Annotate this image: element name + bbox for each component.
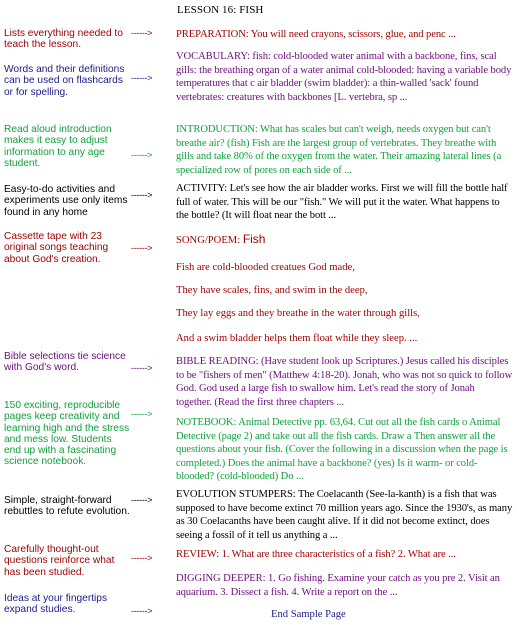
arrow-evolution: ------>	[131, 495, 153, 505]
note-introduction: Read aloud introduction makes it easy to adjust information to any age student.	[4, 124, 112, 169]
section-vocabulary: VOCABULARY: fish: cold-blooded water animal with a backbone, fins, scal gills: the breathing organ of a water animal cold-blooded: having a variable body temperatures that c air bladder (swim bladder): a thin-walled 'sack' found vertebrates: creatures with backbones [L. vertebra, sp ...	[176, 51, 512, 103]
section-activity: ACTIVITY: Let's see how the air bladder works. First we will fill the bottle half full of water. This will be our "fish." We will put it the water. What happens to the bottle? (It will float near the bott ...	[176, 183, 508, 222]
section-bible: BIBLE READING: (Have student look up Scriptures.) Jesus called his disciples to be "fishers of men" (Matthew 4:18-20). Jonah, who was not so quick to follow God. God used a large fish to swallow him. Let's read the story of Jonah together. (Read the first three chapters ...	[176, 356, 513, 408]
note-review: Carefully thought-out questions reinforce what has been studied.	[4, 544, 115, 578]
song-line-4: And a swim bladder helps them float while they sleep. ...	[176, 333, 418, 344]
arrow-notebook: ------>	[131, 409, 153, 419]
song-line-3: They lay eggs and they breathe in the water through gills,	[176, 308, 420, 319]
song-title: Fish	[242, 232, 266, 246]
song-line-1: Fish are cold-blooded creatues God made,	[176, 262, 355, 273]
arrow-introduction: ------>	[131, 150, 153, 160]
note-activity: Easy-to-do activities and experiments use only items found in any home	[4, 184, 128, 218]
arrow-vocabulary: ------>	[131, 73, 153, 83]
section-evolution: EVOLUTION STUMPERS: The Coelacanth (See-la-kanth) is a fish that was supposed to have become extinct 70 million years ago. Since the 1930's, as many as 30 Coelacanths have been caught alive. If it did not become extinct, does seeing a fossil of it tell us anything a ...	[176, 489, 513, 541]
arrow-activity: ------>	[131, 190, 153, 200]
section-review: REVIEW: 1. What are three characteristics of a fish? 2. What are ...	[176, 549, 456, 560]
arrow-review: ------>	[131, 553, 153, 563]
section-notebook: NOTEBOOK: Animal Detective pp. 63,64. Cut out all the fish cards o Animal Detective (page 2) and take out all the fish cards. Draw a Then answer all the questions about your fish. (Cover the following in a discussion when the page is completed.) Does the animal have a backbone? (yes) Is it warm- or cold- blooded? (cold-blooded) Do ...	[176, 417, 508, 483]
arrow-digging: ------>	[131, 606, 153, 616]
arrow-preparation: ------>	[131, 28, 153, 38]
lesson-title: LESSON 16: FISH	[177, 4, 264, 16]
song-heading	[176, 233, 265, 247]
section-digging: DIGGING DEEPER: 1. Go fishing. Examine your catch as you pre 2. Visit an aquarium. 3. Dissect a fish. 4. Write a report on the ...	[176, 573, 500, 598]
end-sample-page: End Sample Page	[271, 609, 346, 620]
note-song: Cassette tape with 23 original songs teaching about God's creation.	[4, 231, 109, 265]
note-preparation: Lists everything needed to teach the lesson.	[4, 28, 123, 51]
note-evolution: Simple, straight-forward rebuttles to refute evolution.	[4, 495, 130, 518]
note-vocabulary: Words and their definitions can be used on flashcards or for spelling.	[4, 64, 125, 98]
arrow-bible: ------>	[131, 363, 153, 373]
note-digging: Ideas at your fingertips expand studies.	[4, 593, 108, 616]
note-notebook: 150 exciting, reproducible pages keep creativity and learning high and the stress and mess low. Students end up with a fascinating science notebook.	[4, 400, 130, 468]
section-preparation: PREPARATION: You will need crayons, scissors, glue, and penc ...	[176, 29, 456, 40]
section-introduction: INTRODUCTION: What has scales but can't weigh, needs oxygen but can't breathe air? (fish) Fish are the largest group of vertebrates. They breathe with gills and take 80% of the oxygen from the water. Their amazing lateral lines (a specialized row of pores on each side of ...	[176, 124, 502, 176]
song-label: SONG/POEM:	[176, 235, 243, 246]
arrow-song: ------>	[131, 243, 153, 253]
song-line-2: They have scales, fins, and swim in the deep,	[176, 285, 368, 296]
note-bible: Bible selections tie science with God's word.	[4, 351, 126, 374]
